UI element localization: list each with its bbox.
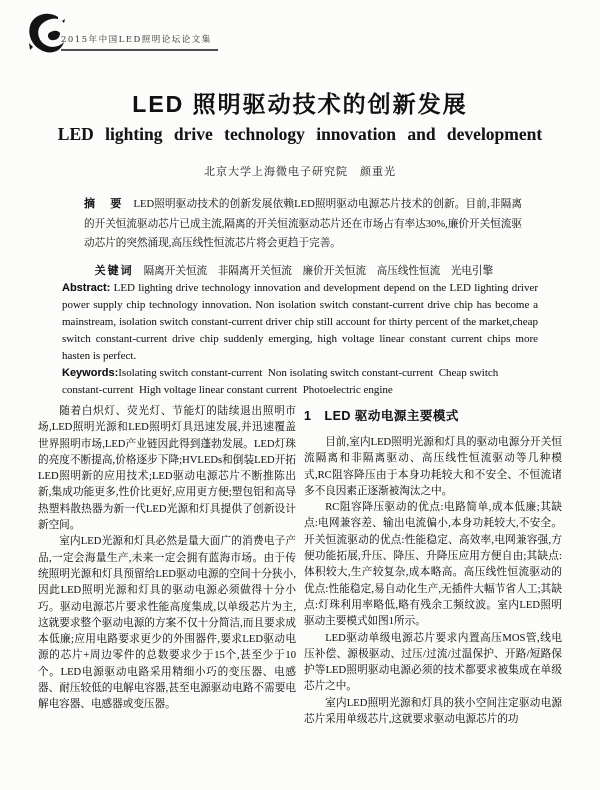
abstract-zh	[84, 195, 522, 254]
abstract-en-label: Abstract:	[62, 282, 111, 294]
keywords-zh-label: 关键词	[94, 265, 134, 277]
paper-title-zh: LED 照明驱动技术的创新发展	[132, 91, 468, 117]
abstract-zh-label: 摘 要	[84, 198, 124, 210]
body-paragraph: 室内LED光源和灯具必然是量大面广的消费电子产品,一定会海量生产,未来一定会拥有蓝海市场。由于传统照明光源和灯具预留给LED驱动电源的空间十分狭小,因此LED照明光源和灯具的驱动电源必须做得十分小巧。驱动电源芯片要求性能高度集成,以单级芯片为主,这就要求整个驱动电源的方案不仅十分简洁,而且要求成本低廉;应用电路要求更少的外围器件,要求LED驱动电源的芯片+周边零件的总数要求少于15个,甚至少于10个。LED电源驱动电路采用精细小巧的变压器、电感器、耐压较低的电解电容器,甚至电源驱动电路不需要电解电容器、电感器或变压器。	[38, 536, 296, 711]
paper-title-en: LED lighting drive technology innovation and development	[57, 124, 543, 144]
body-paragraph: RC阻容降压驱动的优点:电路简单,成本低廉;其缺点:电网兼容差、输出电流偏小,本身功耗较大,不安全。开关恒流驱动的优点:性能稳定、高效率,电网兼容强,方便功能拓展,升压、降压、升降压应用方便自由;其缺点:体积较大,生产较复杂,成本略高。高压线性恒流驱动的优点:性能稳定,易自动化生产,无插件大幅节省人工;其缺点:灯珠利用率略低,略有残余工频纹波。室内LED照明驱动主要模式如图1所示。	[304, 502, 562, 628]
author-affiliation: 北京大学上海微电子研究院 颜重光	[204, 166, 396, 178]
right-column	[304, 404, 562, 728]
section-1-heading: 1 LED 驱动电源主要模式	[304, 409, 459, 423]
body-paragraph: 随着白炽灯、荧光灯、节能灯的陆续退出照明市场,LED照明光源和LED照明灯具迅速发展,并迅速覆盖世界照明市场,LED产业链因此得到蓬勃发展。LED灯珠的亮度不断提高,价格逐步下降;HVLEDs和倒装LED开拓LED照明新的应用技术;LED驱动电源芯片不断推陈出新,集成功能更多,性价比更好,应用更方便;塑包铝和高导热塑料散热器为新一代LED光源和灯具提供了创新设计新空间。	[38, 406, 296, 532]
body-columns	[38, 404, 562, 728]
body-paragraph: LED驱动单级电源芯片要求内置高压MOS管,线电压补偿、源极驱动、过压/过流/过温保护、开路/短路保护等LED照明驱动电源必须的技术都要求被集成在单级芯片之中。	[304, 632, 562, 693]
body-paragraph: 室内LED照明光源和灯具的狭小空间注定驱动电源芯片采用单级芯片,这就要求驱动电源芯片的功	[304, 697, 562, 726]
keywords-en-text: Isolating switch constant-current Non isolating switch constant-current Cheap switch constant-current High voltage linear constant current Photoelectric engine	[62, 367, 502, 396]
keywords-zh-text: 隔离开关恒流 非隔离开关恒流 廉价开关恒流 高压线性恒流 光电引擎	[143, 266, 494, 277]
abstract-en	[62, 280, 538, 365]
left-column	[38, 404, 296, 728]
keywords-en-label: Keywords:	[62, 367, 119, 379]
abstract-zh-text: LED照明驱动技术的创新发展依赖LED照明驱动电源芯片技术的创新。目前,非隔离的开关恒流驱动芯片已成主流,隔离的开关恒流驱动芯片还在市场占有率达30%,廉价开关恒流驱动芯片的突然涌现,高压线性恒流芯片将会更趋于完善。	[84, 199, 522, 249]
abstract-en-text: LED lighting drive technology innovation and development depend on the LED lighting driver power supply chip technology innovation. Non isolation switch constant-current drive chip has become a mainstream, isolation switch constant-current driver chip still account for thirty percent of the market,cheap switch constant-current drive chip suddenly emerging, high voltage linear constant current chips more hasten is perfect.	[62, 282, 538, 362]
keywords-en	[62, 365, 538, 399]
body-paragraph: 目前,室内LED照明光源和灯具的驱动电源分开关恒流隔离和非隔离驱动、高压线性恒流驱动等几种模式,RC阻容降压由于本身功耗较大和不安全、不恒流诸多不良因素正逐渐被淘汰之中。	[304, 437, 562, 497]
proceedings-title: 2015年中国LED照明论坛论文集	[61, 33, 218, 51]
